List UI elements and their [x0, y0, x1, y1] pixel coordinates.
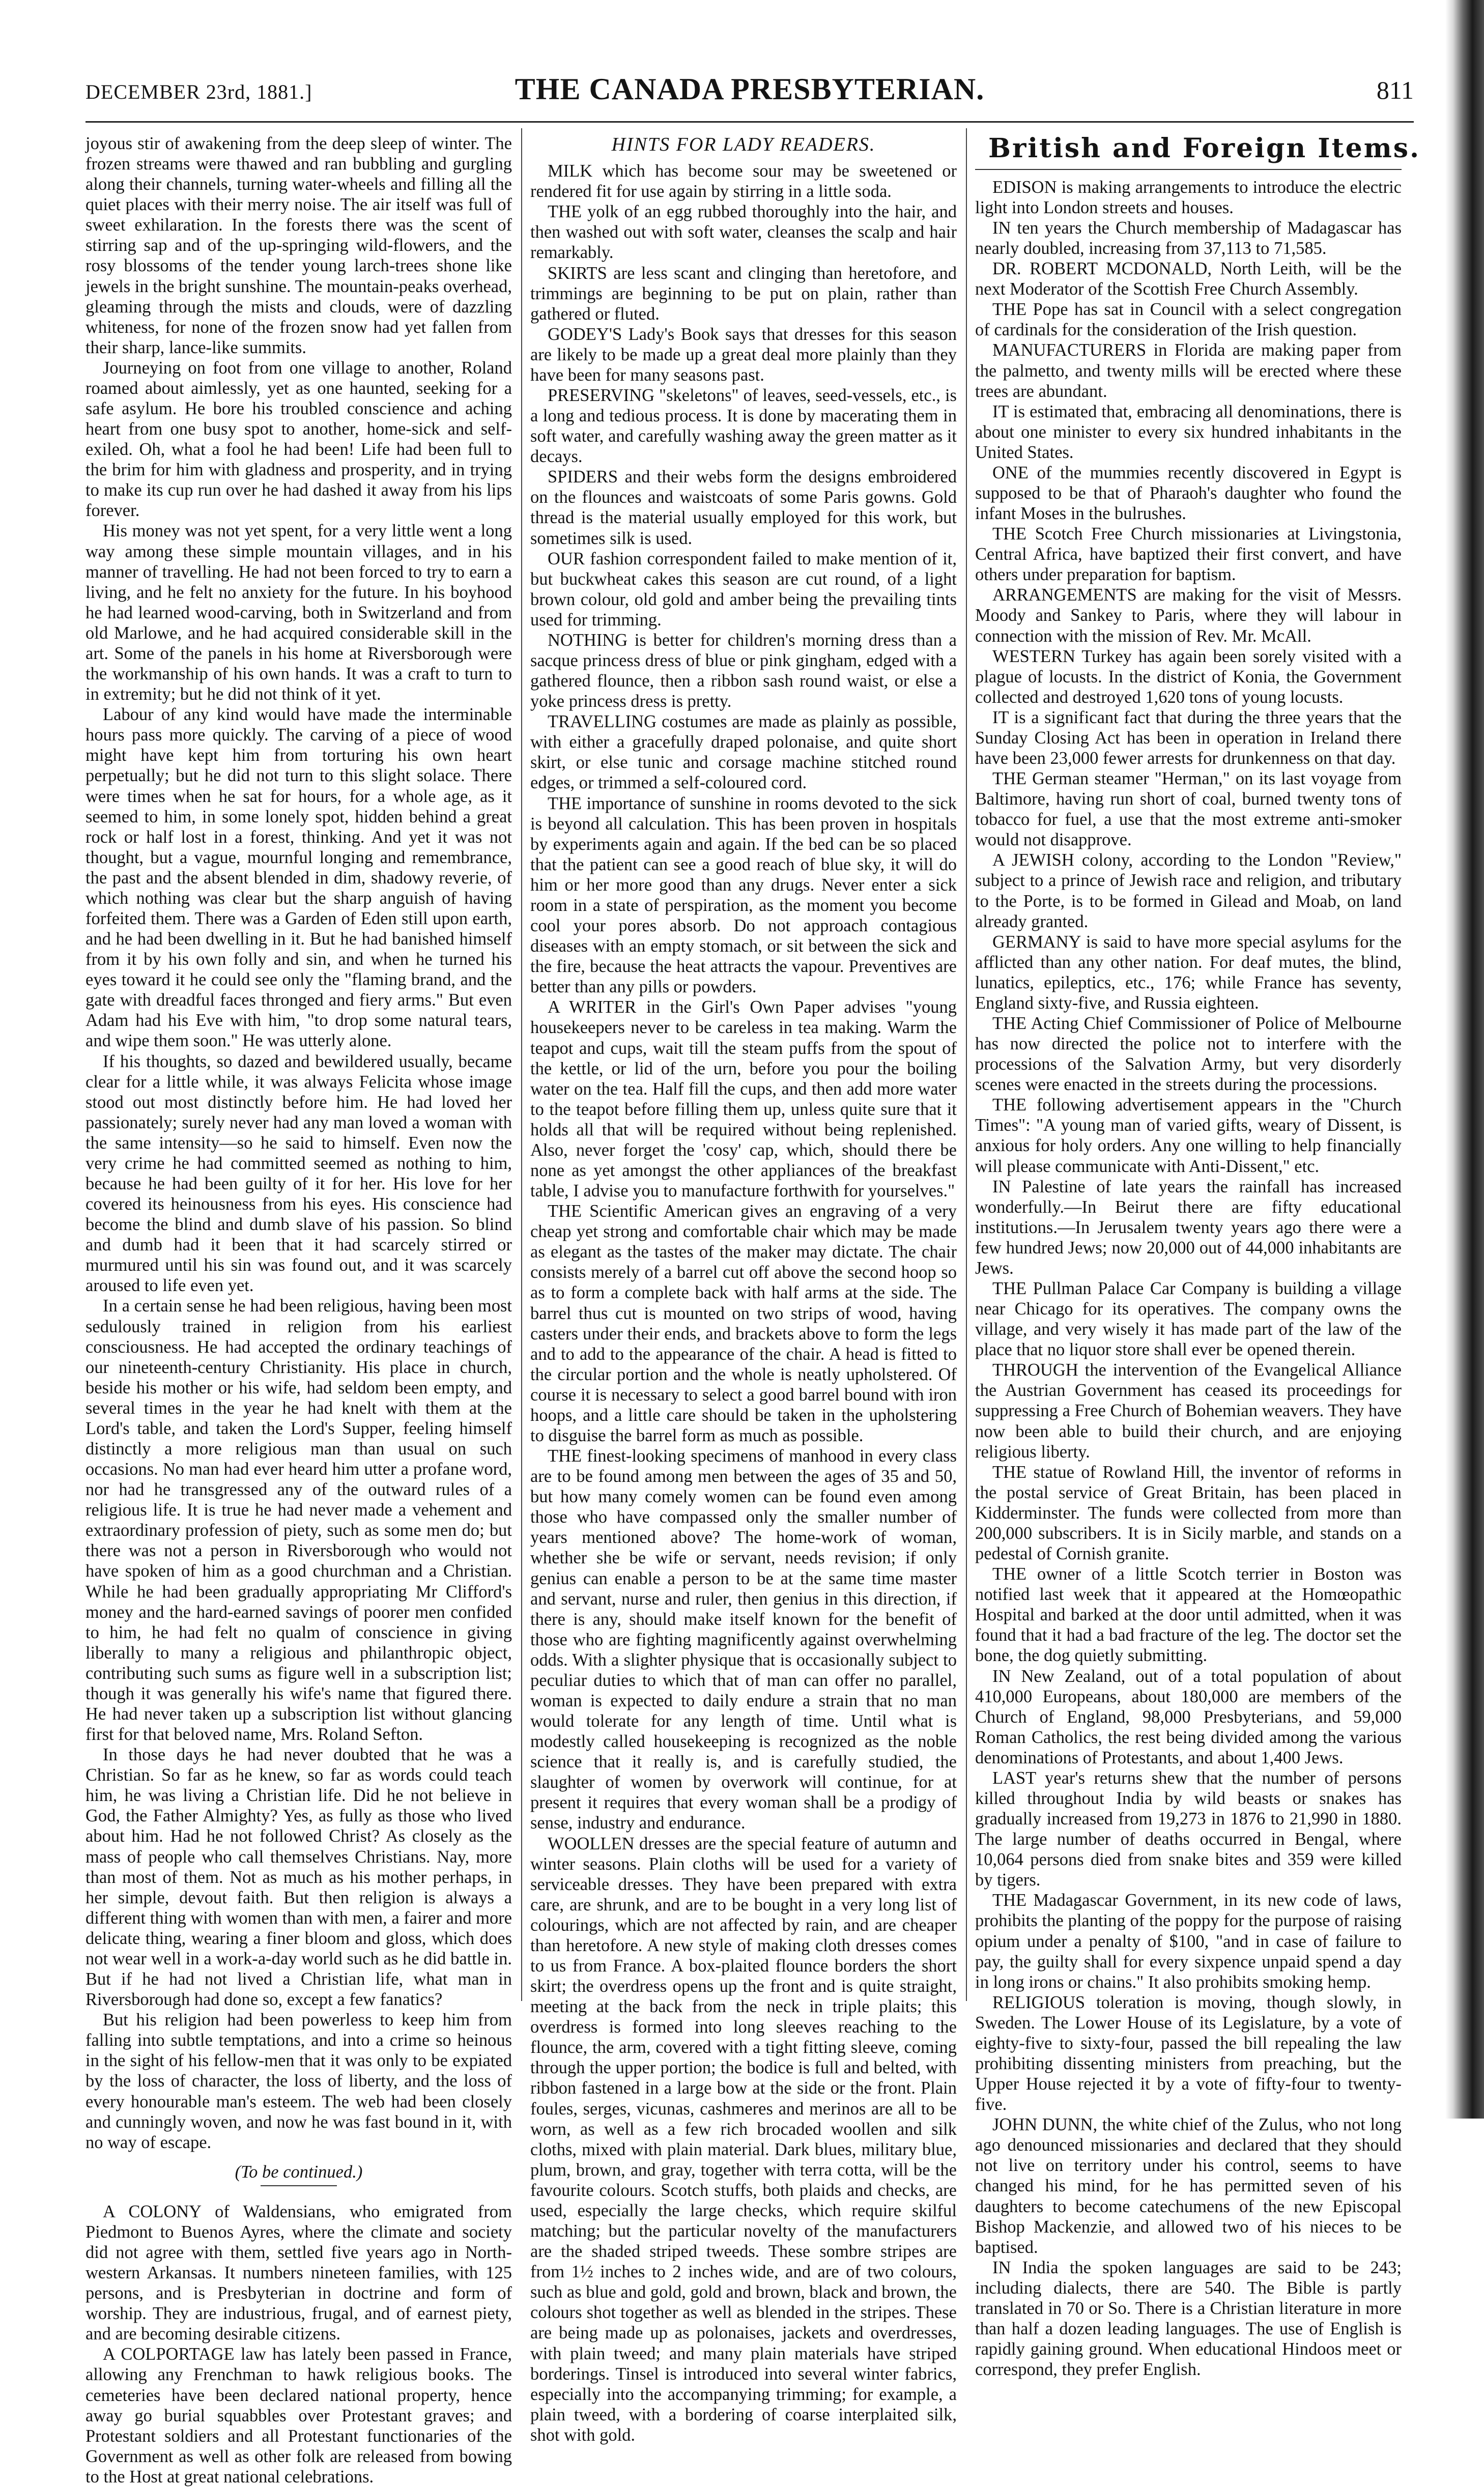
masthead-rule [85, 121, 1414, 123]
news-item: THE Pullman Palace Car Company is building a village near Chicago for its operatives. The company owns the village, and very wisely it has made part of the law of the place that no liquor store shall ever be opened therein. [975, 1279, 1402, 1360]
news-item: LAST year's returns shew that the number of persons killed throughout India by wild beasts or snakes has gradually increased from 19,273 in 1876 to 21,990 in 1880. The large number of deaths occurred in Bengal, where 10,064 persons died from snake bites and 359 were killed by tigers. [975, 1768, 1402, 1890]
hint-paragraph: PRESERVING "skeletons" of leaves, seed-vessels, etc., is a long and tedious process. It is done by macerating them in soft water, and carefully washing away the green matter as it decays. [530, 386, 957, 467]
news-item: WESTERN Turkey has again been sorely visited with a plague of locusts. In the district of Konia, the Government collected and destroyed 1,620 tons of young locusts. [975, 646, 1402, 707]
news-item: GERMANY is said to have more special asylums for the afflicted than any other nation. For deaf mutes, the blind, lunatics, epileptics, etc., 176; while France has seventy, England sixty-five, and Russia eighteen. [975, 932, 1402, 1013]
hints-column [530, 133, 957, 2445]
news-item: RELIGIOUS toleration is moving, though slowly, in Sweden. The Lower House of its Legislature, by a vote of eighty-five to sixty-four, passed the bill repealing the law prohibiting dissenting ministers from preaching, but the Upper House rejected it by a vote of fifty-four to twenty-five. [975, 1992, 1402, 2114]
news-item: THE owner of a little Scotch terrier in Boston was notified last week that it appeared at the Homœopathic Hospital and barked at the door until admitted, when it was found that it had a bad fracture of the leg. The doctor set the bone, the dog quietly submitting. [975, 1564, 1402, 1666]
issue-date: DECEMBER 23rd, 1881.] [85, 80, 312, 103]
page-binding-shadow [1445, 0, 1484, 2119]
story-column [85, 133, 512, 2486]
masthead [85, 66, 1414, 107]
news-item: ARRANGEMENTS are making for the visit of Messrs. Moody and Sankey to Paris, where they will labour in connection with the mission of Rev. Mr. McAll. [975, 585, 1402, 646]
news-item: DR. ROBERT MCDONALD, North Leith, will be the next Moderator of the Scottish Free Church Assembly. [975, 259, 1402, 299]
news-item: MANUFACTURERS in Florida are making paper from the palmetto, and twenty mills will be erected where these trees are abundant. [975, 340, 1402, 401]
news-item: THE Pope has sat in Council with a select congregation of cardinals for the consideration of the Irish question. [975, 300, 1402, 340]
news-item: IN ten years the Church membership of Madagascar has nearly doubled, increasing from 37,113 to 71,585. [975, 218, 1402, 259]
story-paragraph: His money was not yet spent, for a very little went a long way among these simple mountain villages, and in his manner of travelling. He had not been forced to try to earn a living, and he felt no anxiety for the future. In his boyhood he had learned wood-carving, both in Switzerland and from old Marlowe, and he had acquired considerable skill in the art. Some of the panels in his home at Riversborough were the workmanship of his own hands. It was a craft to turn to in extremity; but he did not think of it yet. [85, 521, 512, 704]
news-item: IT is a significant fact that during the three years that the Sunday Closing Act has been in operation in Ireland there have been 23,000 fewer arrests for drunkenness on that day. [975, 707, 1402, 768]
hint-paragraph: SKIRTS are less scant and clinging than heretofore, and trimmings are beginning to be put on plain, rather than gathered or fluted. [530, 263, 957, 324]
foreign-items-column [975, 133, 1421, 2380]
story-paragraph: joyous stir of awakening from the deep sleep of winter. The frozen streams were thawed and ran bubbling and gurgling along their channels, turning water-wheels and filling all the quiet places with their merry noise. The air itself was full of sweet exhilaration. In the forests there was the scent of stirring sap and of the up-springing wild-flowers, and the rosy blossoms of the tender young larch-trees shone like jewels in the bright sunshine. The mountain-peaks overhead, gleaming through the mists and clouds, were of dazzling whiteness, for none of the frozen snow had yet fallen from their sharp, lance-like summits. [85, 134, 512, 357]
foreign-items-heading: British and Foreign Items. [988, 133, 1421, 164]
news-note: A COLPORTAGE law has lately been passed in France, allowing any Frenchman to hawk religious books. The cemeteries have been declared national property, hence away go burial squabbles over Protestant graves; and Protestant soldiers and all Protestant functionaries of the Government as well as other folk are released from bowing to the Host at great national celebrations. [85, 2345, 512, 2486]
news-item: THE following advertisement appears in the "Church Times": "A young man of varied gifts, weary of Dissent, is anxious for holy orders. Any one willing to help financially will please communicate with Anti-Dissent," etc. [975, 1095, 1402, 1176]
story-paragraph: In a certain sense he had been religious, having been most sedulously trained in religion from his earliest consciousness. He had accepted the ordinary teachings of our nineteenth-century Christianity. His place in church, beside his mother or his wife, had seldom been empty, and several times in the year he had knelt with them at the Lord's table, and taken the Lord's Supper, feeling himself distinctly a more religious man than usual on such occasions. No man had ever heard him utter a profane word, nor had he transgressed any of the outward rules of a religious life. It is true he had never made a vehement and extraordinary profession of piety, such as some men do; but there was not a person in Riversborough who would not have spoken of him as a good churchman and a Christian. While he had been gradually appropriating Mr Clifford's money and the hard-earned savings of poorer men confided to him, he had felt no qualm of conscience in giving liberally to many a religious and philanthropic object, contributing such sums as figure well in a subscription list; though it was generally his wife's name that figured there. He had never taken up a subscription list without glancing first for that beloved name, Mrs. Roland Sefton. [85, 1296, 512, 1745]
hint-paragraph: A WRITER in the Girl's Own Paper advises "young housekeepers never to be careless in tea making. Warm the teapot and cups, wait till the steam puffs from the spout of the kettle, or lid of the urn, before you pour the boiling water on the tea. Half fill the cups, and then add more water to the teapot before filling them up, unless quite sure that it holds all that will be required without being replenished. Also, never forget the 'cosy' cap, which, should there be none as yet amongst the other appliances of the breakfast table, I advise you to manufacture forthwith for yourselves." [530, 997, 957, 1201]
hint-paragraph: OUR fashion correspondent failed to make mention of it, but buckwheat cakes this season are cut round, of a light brown colour, old gold and amber being the prevailing tints used for trimming. [530, 549, 957, 630]
news-item: IN India the spoken languages are said to be 243; including dialects, there are 540. The Bible is partly translated in 70 or So. There is a Christian literature in more than half a dozen leading languages. The use of English is rapidly gaining ground. When educational Hindoos meet or correspond, they prefer English. [975, 2257, 1402, 2380]
section-divider [261, 2185, 337, 2186]
news-item: A JEWISH colony, according to the London "Review," subject to a prince of Jewish race and religion, and tributary to the Porte, is to be formed in Gilead and Moab, on land already granted. [975, 850, 1402, 931]
story-paragraph: But his religion had been powerless to keep him from falling into subtle temptations, and into a crime so heinous in the sight of his fellow-men that it was only to be expiated by the loss of character, the loss of liberty, and the loss of every honourable man's esteem. The web had been closely and cunningly woven, and now he was fast bound in it, with no way of escape. [85, 2010, 512, 2152]
news-item: IN New Zealand, out of a total population of about 410,000 Europeans, about 180,000 are members of the Church of England, 98,000 Presbyterians, and 59,000 Roman Catholics, the rest being divided among the various denominations of Protestants, and about 1,400 Jews. [975, 1666, 1402, 1767]
hint-paragraph: MILK which has become sour may be sweetened or rendered fit for use again by stirring in a little soda. [530, 161, 957, 202]
hints-heading: HINTS FOR LADY READERS. [611, 134, 876, 155]
news-item: IN Palestine of late years the rainfall has increased wonderfully.—In Beirut there are fifty educational institutions.—In Jerusalem twenty years ago there were a few hundred Jews; now 20,000 out of 44,000 inhabitants are Jews. [975, 1177, 1402, 1278]
hint-paragraph: GODEY'S Lady's Book says that dresses for this season are likely to be made up a great deal more plainly than they have been for many seasons past. [530, 324, 957, 385]
hint-paragraph: THE Scientific American gives an engraving of a very cheap yet strong and comfortable chair which may be made as elegant as the tastes of the maker may dictate. The chair consists merely of a barrel cut off above the second hoop so as to form a complete back with half arms at the side. The barrel thus cut is mounted on two strips of wood, having casters under their ends, and brackets above to form the legs and to add to the appearance of the chair. A head is fitted to the circular portion and the whole is neatly upholstered. Of course it is necessary to select a good barrel bound with iron hoops, and a little care should be taken in the upholstering to disguise the barrel form as much as possible. [530, 1202, 957, 1445]
news-item: THE statue of Rowland Hill, the inventor of reforms in the postal service of Great Britain, has been placed in Kidderminster. The funds were collected from more than 200,000 subscribers. It is in Sicily marble, and stands on a pedestal of Cornish granite. [975, 1462, 1402, 1564]
news-item: THE Madagascar Government, in its new code of laws, prohibits the planting of the poppy for the purpose of raising opium under a penalty of $100, "and in case of failure to pay, the guilty shall for every sixpence unpaid spend a day in long irons or chains." It also prohibits smoking hemp. [975, 1891, 1402, 1992]
page-number: 811 [1376, 76, 1414, 104]
news-item: THROUGH the intervention of the Evangelical Alliance the Austrian Government has ceased its proceedings for suppressing a Free Church of Bohemian weavers. They have now been able to build their church, and are enjoying religious liberty. [975, 1360, 1402, 1462]
story-paragraph: Labour of any kind would have made the interminable hours pass more quickly. The carving of a piece of wood might have kept him from torturing his own heart perpetually; but he did not turn to this slight solace. There were times when he sat for hours, for a whole age, as it seemed to him, in some lonely spot, hidden behind a great rock or half lost in a forest, thinking. And yet it was not thought, but a vague, mournful longing and remembrance, the past and the absent blended in dim, shadowy reverie, of which nothing was clear but the sharp anguish of having forfeited them. There was a Garden of Eden still upon earth, and he had been dwelling in it. But he had banished himself from it by his own folly and sin, and when he turned his eyes toward it he could see only the "flaming brand, and the gate with dreadful faces thronged and fiery arms." But even Adam had his Eve with him, "to drop some natural tears, and wipe them soon." He was utterly alone. [85, 705, 512, 1051]
news-item: THE Acting Chief Commissioner of Police of Melbourne has now directed the police not to interfere with the processions of the Salvation Army, but very disorderly scenes were enacted in the streets during the processions. [975, 1014, 1402, 1095]
hint-paragraph: THE importance of sunshine in rooms devoted to the sick is beyond all calculation. This has been proven in hospitals by experiments again and again. If the bed can be so placed that the patient can see a good reach of blue sky, it will do him or her more good than any drugs. Never enter a sick room in a state of perspiration, as the moment you become cool your pores absorb. Do not approach contagious diseases with an empty stomach, or sit between the sick and the fire, because the heat attracts the vapour. Preventives are better than any pills or powders. [530, 793, 957, 997]
hint-paragraph: THE yolk of an egg rubbed thoroughly into the hair, and then washed out with soft water, cleanses the scalp and hair remarkably. [530, 202, 957, 263]
news-item: EDISON is making arrangements to introduce the electric light into London streets and houses. [975, 177, 1402, 217]
news-item: THE Scotch Free Church missionaries at Livingstonia, Central Africa, have baptized their first convert, and have others under preparation for baptism. [975, 524, 1402, 585]
news-note: A COLONY of Waldensians, who emigrated from Piedmont to Buenos Ayres, where the climate and society did not agree with them, settled five years ago in North-western Arkansas. It numbers nineteen families, with 125 persons, and is Presbyterian in doctrine and form of worship. They are industrious, frugal, and of earnest piety, and are becoming desirable citizens. [85, 2202, 512, 2344]
column-divider-2 [966, 128, 967, 2001]
to-be-continued: (To be continued.) [235, 2162, 363, 2182]
news-item: IT is estimated that, embracing all denominations, there is about one minister to every six hundred inhabitants in the United States. [975, 402, 1402, 462]
story-paragraph: If his thoughts, so dazed and bewildered usually, became clear for a little while, it was always Felicita whose image stood out most distinctly before him. He had loved her passionately; surely never had any man loved a woman with the same intensity—so he said to himself. Even now the very crime he had committed seemed as nothing to him, because he had been guilty of it for her. His love for her covered its heinousness from his eyes. His conscience had become the blind and dumb slave of his passion. So blind and dumb had it been that it had scarcely stirred or murmured until his sin was found out, and it was scarcely aroused to life even yet. [85, 1051, 512, 1296]
news-item: ONE of the mummies recently discovered in Egypt is supposed to be that of Pharaoh's daughter who found the infant Moses in the bulrushes. [975, 463, 1402, 524]
hint-paragraph: SPIDERS and their webs form the designs embroidered on the flounces and waistcoats of some Paris gowns. Gold thread is the material usually employed for this work, but sometimes silk is used. [530, 467, 957, 548]
hint-paragraph: THE finest-looking specimens of manhood in every class are to be found among men between the ages of 35 and 50, but how many comely women can be found even among those who have compassed only the smaller number of years mentioned above? The home-work of woman, whether she be wife or servant, needs revision; if only genius can enable a person to be at the same time master and servant, nurse and ruler, then genius in this direction, if there is any, should make itself known for the benefit of those who are fighting magnificently against overwhelming odds. With a slighter physique that is occasionally subject to peculiar duties to which that of man can offer no parallel, woman is expected to daily endure a strain that no man would tolerate for any length of time. Until what is modestly called housekeeping is recognized as the noble science that it really is, and is carefully studied, the slaughter of women by overwork will continue, for at present it requires that every woman shall be a prodigy of sense, industry and endurance. [530, 1446, 957, 1833]
heading-rule [975, 169, 1402, 170]
column-divider-1 [521, 128, 522, 2001]
hint-paragraph: WOOLLEN dresses are the special feature of autumn and winter seasons. Plain cloths will be used for a variety of serviceable dresses. They have been prepared with extra care, are shrunk, and are to be bought in a very long list of colourings, which are not affected by rain, and are cheaper than heretofore. A new style of making cloth dresses comes to us from France. A box-plaited flounce borders the short skirt; the overdress opens up the front and is quite straight, meeting at the back from the neck in triple plaits; this overdress is formed into long sleeves reaching to the flounce, the arm, covered with a tight fitting sleeve, coming through the upper portion; the bodice is full and belted, with ribbon fastened in a large bow at the side or the front. Plain foules, serges, vicunas, cashmeres and merinos are all to be worn, as well as a few rich brocaded woollen and silk cloths, mixed with plain material. Dark blues, military blue, plum, brown, and gray, together with terra cotta, will be the favourite colours. Scotch stuffs, both plaids and checks, are used, especially the large checks, which require skilful matching; but the particular novelty of the manufacturers are the shaded striped tweeds. These sombre stripes are from 1½ inches to 2 inches wide, and are of two colours, such as blue and gold, gold and brown, black and brown, the colours shot together as well as blended in the stripes. These are being made up as polonaises, jackets and overdresses, with plain tweed; and many plain materials have striped borderings. Tinsel is introduced into several winter fabrics, especially into the accompanying trimming; for example, a plain tweed, with a bordering of coarse interplaited silk, shot with gold. [530, 1834, 957, 2445]
story-paragraph: Journeying on foot from one village to another, Roland roamed about aimlessly, yet as one haunted, seeking for a safe asylum. He bore his troubled conscience and aching heart from one busy spot to another, home-sick and self-exiled. Oh, what a fool he had been! Life had been full to the brim for him with gladness and prosperity, and in trying to make its cup run over he had dashed it away from his lips forever. [85, 358, 512, 521]
news-item: JOHN DUNN, the white chief of the Zulus, who not long ago denounced missionaries and declared that they should not live on territory under his control, seems to have changed his mind, for he has permitted seven of his daughters to become catechumens of the new Episcopal Bishop Mackenzie, and allowed two of his nieces to be baptised. [975, 2115, 1402, 2257]
hint-paragraph: TRAVELLING costumes are made as plainly as possible, with either a gracefully draped polonaise, and quite short skirt, or else tunic and corsage machine stitched round edges, or trimmed a self-coloured cord. [530, 712, 957, 793]
hint-paragraph: NOTHING is better for children's morning dress than a sacque princess dress of blue or pink gingham, edged with a gathered flounce, then a ribbon sash round waist, or else a yoke princess dress is pretty. [530, 630, 957, 711]
news-item: THE German steamer "Herman," on its last voyage from Baltimore, having run short of coal, burned twenty tons of tobacco for fuel, a use that the most extreme anti-smoker would not disapprove. [975, 769, 1402, 850]
story-paragraph: In those days he had never doubted that he was a Christian. So far as he knew, so far as words could teach him, he was living a Christian life. Did he not believe in God, the Father Almighty? Yes, as fully as those who lived about him. Had he not followed Christ? As closely as the mass of people who call themselves Christians. Nay, more than most of them. Not as much as his mother perhaps, in her simple, devout faith. But then religion is always a different thing with women than with men, a fairer and more delicate thing, wearing a finer bloom and gloss, which does not wear well in a work-a-day world such as he did battle in. But if he had not lived a Christian life, what man in Riversborough had done so, except a few fanatics? [85, 1745, 512, 2010]
newspaper-title: THE CANADA PRESBYTERIAN. [515, 72, 985, 106]
